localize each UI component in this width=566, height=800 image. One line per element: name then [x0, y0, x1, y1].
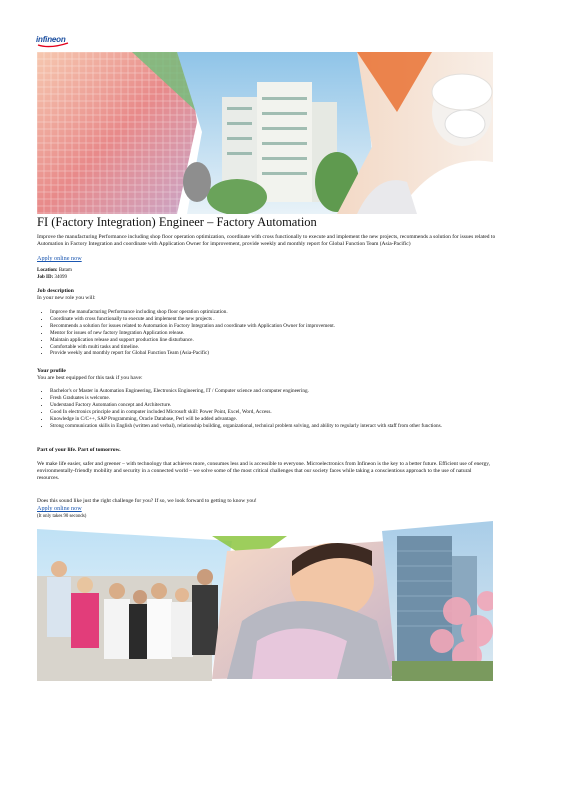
- closing-text: Does this sound like just the right challenge for you? If so, we look forward to getting to know you!: [37, 498, 257, 504]
- profile-intro: You are best equipped for this task if you have:: [37, 375, 143, 381]
- list-item: • Bachelor's or Master in Automation Engineering, Electronics Engineering, IT / Computer science and computer engineering.: [50, 388, 505, 395]
- job-summary: Improve the manufacturing Performance including shop floor operation optimization, coordinate with cross functionally to execute and implement the new projects, recommends a solution for issues related to Automation in Factory Integration and coordinate with Application Owner for improvement, provide weekly and monthly report for Global Function Team (Asia-Pacific): [37, 234, 496, 247]
- list-item: • Fresh Graduates is welcome.: [50, 395, 505, 402]
- list-item: • Comfortable with multi tasks and timeline.: [50, 344, 505, 351]
- job-id-label: Job ID:: [37, 274, 54, 280]
- location-value: Batam: [58, 268, 72, 273]
- profile-heading: Your profile: [37, 368, 66, 374]
- job-title: FI (Factory Integration) Engineer – Factory Automation: [37, 215, 317, 229]
- part-of-life-heading: Part of your life. Part of tomorrow.: [37, 447, 121, 453]
- list-item: • Good In electronics principle and in computer included Microsoft skill: Power Point, Excel, Word, Access.: [50, 409, 505, 416]
- list-item: • Mentor for issues of new factory Integration Application release.: [50, 330, 505, 337]
- list-item: • Coordinate with cross functionally to execute and implement the new projects .: [50, 316, 505, 323]
- job-meta: [37, 268, 72, 281]
- list-item: • Understand Factory Automation concept and Architecture.: [50, 402, 505, 409]
- part-of-life-body: We make life easier, safer and greener – with technology that achieves more, consumes less and is accessible to everyone. Microelectronics from Infineon is the key to a better future. Efficient use of energy, environmentally-friendly mobility and security in a connected world – we solve some of the most critical challenges that our society faces while taking a conscientious approach to the use of natural resources.: [37, 461, 490, 481]
- location-label: Location:: [37, 268, 58, 273]
- infineon-logo: [36, 34, 70, 49]
- list-item: • Strong communication skills in English (written and verbal), relationship building, organizational, technical problem solving, and ability to regularly interact with staff from other functions.: [50, 423, 505, 430]
- apply-online-link[interactable]: Apply online now: [37, 255, 82, 262]
- list-item: • Maintain application release and support production line disturbance.: [50, 337, 505, 344]
- apply-online-link-bottom[interactable]: Apply online now: [37, 505, 82, 512]
- job-description-intro: In your new role you will:: [37, 295, 96, 301]
- footer-banner-image: [37, 521, 493, 681]
- list-item: • Improve the manufacturing Performance including shop floor operation optimization.: [50, 309, 505, 316]
- job-description-list: [37, 309, 505, 357]
- list-item: • Knowledge in C/C++, SAP Programming, Oracle Database, Perl will be added advantage.: [50, 416, 505, 423]
- header-banner-image: [37, 52, 493, 214]
- apply-time-note: (It only takes 90 seconds): [37, 514, 87, 519]
- list-item: • Provide weekly and monthly report for Global Function Team (Asia-Pacific): [50, 350, 505, 357]
- logo-text: infineon: [36, 35, 66, 44]
- job-id-value: 34099: [54, 274, 68, 280]
- list-item: • Recommends a solution for issues related to Automation in Factory Integration and coordinate with Application Owner for improvement.: [50, 323, 505, 330]
- job-description-heading: Job description: [37, 288, 74, 294]
- profile-list: [37, 388, 505, 429]
